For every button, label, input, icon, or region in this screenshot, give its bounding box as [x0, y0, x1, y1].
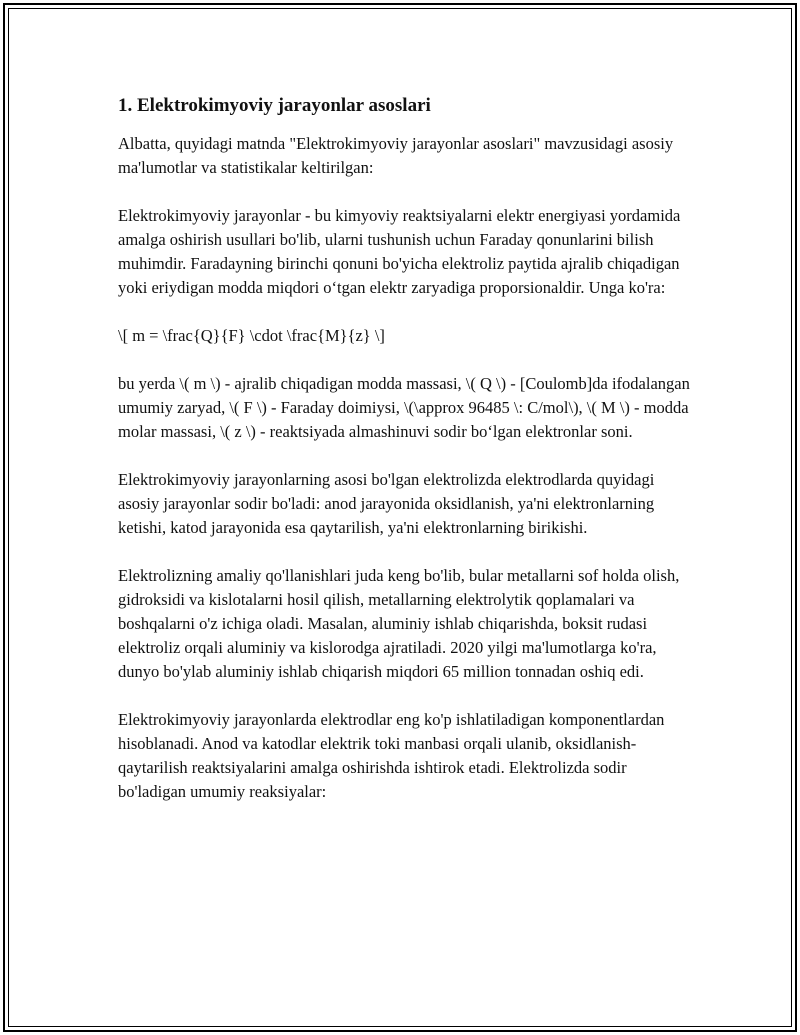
intro-paragraph: Albatta, quyidagi matnda "Elektrokimyoviy jarayonlar asoslari" mavzusidagi asosiy ma'lumotlar va statistikalar keltirilgan: — [118, 134, 674, 177]
formula-explanation-paragraph: bu yerda \( m \) - ajralib chiqadigan modda massasi, \( Q \) - [Coulomb]da ifodalangan umumiy zaryad, \( F \) - Faraday doimiysi, \(\approx 96485 \: C/mol\), \( M \) - modda molar massasi, \( z \) - reaktsiyada almashinuvi sodir boʻlgan elektronlar soni. — [118, 374, 690, 441]
document-body — [118, 93, 698, 828]
applications-paragraph: Elektrolizning amaliy qo'llanishlari juda keng bo'lib, bular metallarni sof holda olish, gidroksidi va kislotalarni hosil qilish, metallarning elektrolytik qoplamalari va boshqalarni o'z ichiga oladi. Masalan, aluminiy ishlab chiqarishda, boksit rudasi elektroliz orqali aluminiy va kislorodga ajratiladi. 2020 yilgi ma'lumotlarga ko'ra, dunyo bo'ylab aluminiy ishlab chiqarish miqdori 65 million tonnadan oshiq edi. — [118, 566, 680, 681]
electrodes-paragraph: Elektrokimyoviy jarayonlarda elektrodlar eng ko'p ishlatiladigan komponentlardan hisoblanadi. Anod va katodlar elektrik toki manbasi orqali ulanib, oksidlanish-qaytarilish reaktsiyalarini amalga oshirishda ishtirok etadi. Elektrolizda sodir bo'ladigan umumiy reaksiyalar: — [118, 710, 665, 801]
formula-line: \[ m = \frac{Q}{F} \cdot \frac{M}{z} \] — [118, 326, 385, 345]
definition-paragraph: Elektrokimyoviy jarayonlar - bu kimyoviy reaktsiyalarni elektr energiyasi yordamida amalga oshirish usullari bo'lib, ularni tushunish uchun Faraday qonunlarini bilish muhimdir. Faradayning birinchi qonuni bo'yicha elektroliz paytida ajralib chiqadigan yoki eriydigan modda miqdori oʻtgan elektr zaryadiga proporsionaldir. Unga ko'ra: — [118, 206, 681, 297]
electrolysis-processes-paragraph: Elektrokimyoviy jarayonlarning asosi bo'lgan elektrolizda elektrodlarda quyidagi asosiy jarayonlar sodir bo'ladi: anod jarayonida oksidlanish, ya'ni elektronlarning ketishi, katod jarayonida esa qaytarilish, ya'ni elektronlarning birikishi. — [118, 470, 655, 537]
section-heading: 1. Elektrokimyoviy jarayonlar asoslari — [118, 95, 431, 116]
